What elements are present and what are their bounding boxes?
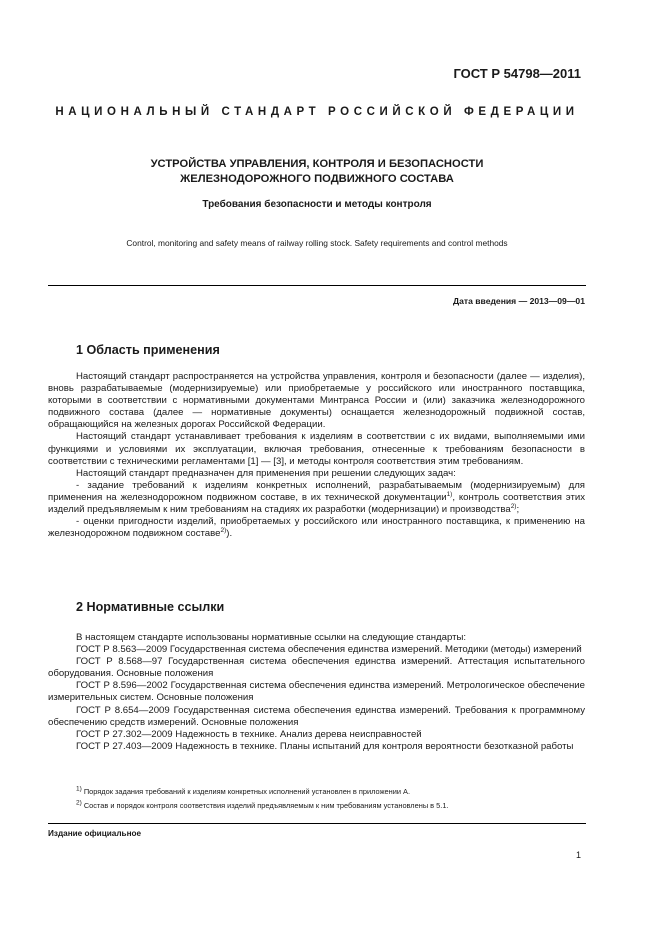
footnote-ref: 1) — [446, 490, 453, 498]
footnote-text: Состав и порядок контроля соответствия изделий предъявляемым к ним требованиям установлены в 5.1. — [83, 801, 449, 810]
paragraph: Настоящий стандарт устанавливает требования к изделиям в соответствии с их видами, выполняемыми ими функциями и условиями их эксплуатации, включая требования, отнесенные к требованиям безопасности в соответствии с техническими регламентами [1] — [3], и методы контроля соответствия этим требованиям. — [48, 431, 585, 467]
footer-divider — [48, 823, 586, 824]
reference-item: ГОСТ Р 8.596—2002 Государственная система обеспечения единства измерений. Метрологическое обеспечение измерительных систем. Основные положения — [48, 680, 585, 704]
footnote-1 — [76, 787, 410, 796]
section-1-heading: 1 Область применения — [76, 343, 220, 357]
reference-item: ГОСТ Р 8.654—2009 Государственная система обеспечения единства измерений. Требования к программному обеспечению средств измерений. Основные положения — [48, 704, 585, 728]
reference-item: ГОСТ Р 27.302—2009 Надежность в технике. Анализ дерева неисправностей — [76, 728, 422, 740]
document-code: ГОСТ Р 54798—2011 — [453, 66, 581, 81]
paragraph: Настоящий стандарт предназначен для применения при решении следующих задач: — [76, 467, 456, 479]
section-2-heading: 2 Нормативные ссылки — [76, 600, 225, 614]
footnote-number: 2) — [76, 799, 82, 807]
official-edition-label: Издание официальное — [48, 829, 142, 838]
reference-item: ГОСТ Р 27.403—2009 Надежность в технике. Планы испытаний для контроля вероятности безотказной работы — [76, 740, 574, 752]
paragraph: Настоящий стандарт распространяется на устройства управления, контроля и безопасности (далее — изделия), вновь разрабатываемые (модернизируемые) или приобретаемые у российского или иностранного поставщика, которыми в соответствии с нормативными документами Минтранса России и (или) заказчика железнодорожного подвижного состава (далее — нормативные документы) оснащается железнодорожный подвижной состав, обращающийся на железных дорогах Российской Федерации. — [48, 371, 585, 431]
reference-item: ГОСТ Р 8.568—97 Государственная система обеспечения единства измерений. Аттестация испытательного оборудования. Основные положения — [48, 656, 585, 680]
paragraph: В настоящем стандарте использованы нормативные ссылки на следующие стандарты: — [76, 632, 467, 643]
page-number: 1 — [575, 850, 581, 860]
footnote-2 — [76, 801, 449, 810]
reference-item: ГОСТ Р 8.563—2009 Государственная система обеспечения единства измерений. Методики (методы) измерений — [76, 644, 582, 656]
paragraph — [48, 480, 585, 516]
divider — [48, 285, 586, 286]
document-subtitle: Требования безопасности и методы контроля — [202, 199, 432, 210]
list-item-text: , контроль соответствия этих изделий предъявляемым к ним требованиям на стадиях их разработки (модернизации) и производства — [48, 491, 585, 516]
document-title — [48, 157, 586, 187]
title-line-1: УСТРОЙСТВА УПРАВЛЕНИЯ, КОНТРОЛЯ И БЕЗОПАСНОСТИ — [150, 158, 484, 170]
list-item-text: - задание требований к изделиям конкретных исполнений, разрабатываемым (модернизируемым) для применения на железнодорожном подвижном составе, в их технической документации — [48, 479, 585, 503]
title-line-2: ЖЕЛЕЗНОДОРОЖНОГО ПОДВИЖНОГО СОСТАВА — [180, 173, 454, 185]
section-2-body — [48, 632, 585, 753]
national-standard-banner: НАЦИОНАЛЬНЫЙ СТАНДАРТ РОССИЙСКОЙ ФЕДЕРАЦИИ — [55, 106, 579, 118]
paragraph — [48, 516, 585, 540]
footnote-ref: 2) — [220, 527, 227, 535]
footnote-ref: 2) — [510, 502, 517, 510]
list-item-text: ; — [516, 504, 520, 516]
footnote-text: Порядок задания требований к изделиям конкретных исполнений установлен в приложении А. — [83, 787, 411, 796]
list-item-text: - оценки пригодности изделий, приобретаемых у российского или иностранного поставщика, к применению на железнодорожном подвижном составе — [48, 516, 585, 540]
list-item-text: ). — [226, 528, 233, 540]
footnote-number: 1) — [76, 785, 82, 793]
section-1-body — [48, 371, 585, 540]
english-title: Control, monitoring and safety means of railway rolling stock. Safety requirements and control methods — [126, 238, 508, 248]
introduction-date: Дата введения — 2013—09—01 — [452, 296, 585, 306]
